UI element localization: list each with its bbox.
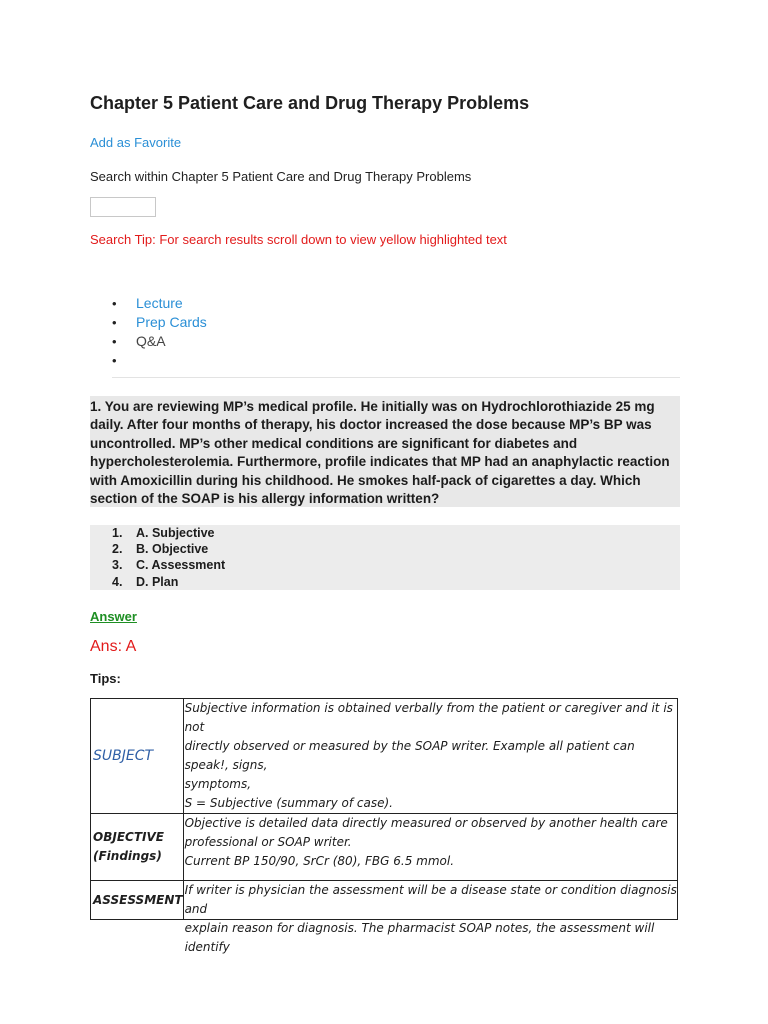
option-number: 1. [112,526,123,540]
soap-tips-table [90,698,678,954]
nav-item-empty [90,351,680,370]
section-nav [90,294,680,370]
nav-item-qa [90,332,680,351]
term-line: (Findings) [93,849,162,863]
table-row [91,699,678,814]
option-c[interactable] [90,557,680,573]
option-label: D. Plan [136,574,179,589]
search-label: Search within Chapter 5 Patient Care and Drug Therapy Problems [90,169,472,184]
nav-link-qa[interactable]: Q&A [136,333,166,349]
option-label: B. Objective [136,542,209,557]
tips-heading: Tips: [90,671,121,686]
option-a[interactable] [90,525,680,541]
desc-line: Objective is detailed data directly measured or observed by another health care [184,816,668,830]
nav-link-lecture[interactable]: Lecture [136,295,183,311]
add-favorite-link[interactable]: Add as Favorite [90,135,182,150]
desc-cell-subject [183,699,677,814]
term-cell-subject: SUBJECT [91,699,184,814]
nav-item-lecture [90,294,680,313]
term-cell-assessment: ASSESSMENT [91,881,184,920]
desc-line: symptoms, [184,777,252,791]
desc-cell-objective [183,814,677,881]
option-number: 4. [112,574,123,589]
option-d[interactable] [90,574,680,590]
option-number: 2. [112,542,123,557]
option-label: A. Subjective [136,526,215,540]
page-title: Chapter 5 Patient Care and Drug Therapy Problems [90,93,530,113]
desc-line: S = Subjective (summary of case). [184,796,393,810]
answer-options [90,525,680,590]
desc-line: professional or SOAP writer. [184,835,352,849]
answer-toggle-link[interactable]: Answer [90,609,137,624]
nav-link-prep-cards[interactable]: Prep Cards [136,314,207,330]
option-number: 3. [112,558,123,573]
term-cell-objective [91,814,184,881]
table-row [91,814,678,881]
desc-line: Subjective information is obtained verbally from the patient or caregiver and it is not [184,701,673,734]
desc-line: explain reason for diagnosis. The pharmacist SOAP notes, the assessment will identify [184,921,655,954]
search-input[interactable] [90,197,156,217]
desc-line: Current BP 150/90, SrCr (80), FBG 6.5 mmol. [184,854,455,868]
desc-line: directly observed or measured by the SOAP writer. Example all patient can speak!, signs, [184,739,635,772]
search-tip: Search Tip: For search results scroll down to view yellow highlighted text [90,232,507,247]
table-row [91,881,678,920]
desc-line: If writer is physician the assessment will be a disease state or condition diagnosis and [184,883,677,916]
nav-item-prep-cards [90,313,680,332]
desc-cell-assessment [183,881,677,954]
option-b[interactable] [90,541,680,557]
answer-value: Ans: A [90,638,137,655]
option-label: C. Assessment [136,558,226,573]
question-text: 1. You are reviewing MP’s medical profile. He initially was on Hydrochlorothiazide 25 mg daily. After four months of therapy, his doctor increased the dose because MP’s BP was uncontrolled. MP’s other medical conditions are significant for diabetes and hypercholesterolemia. Furthermore, profile indicates that MP had an anaphylactic reaction with Amoxicillin during his childhood. He smokes half-pack of cigarettes a day. Which section of the SOAP is his allergy information written? [90,396,680,507]
term-line: OBJECTIVE [93,830,164,844]
nav-divider [112,377,680,378]
